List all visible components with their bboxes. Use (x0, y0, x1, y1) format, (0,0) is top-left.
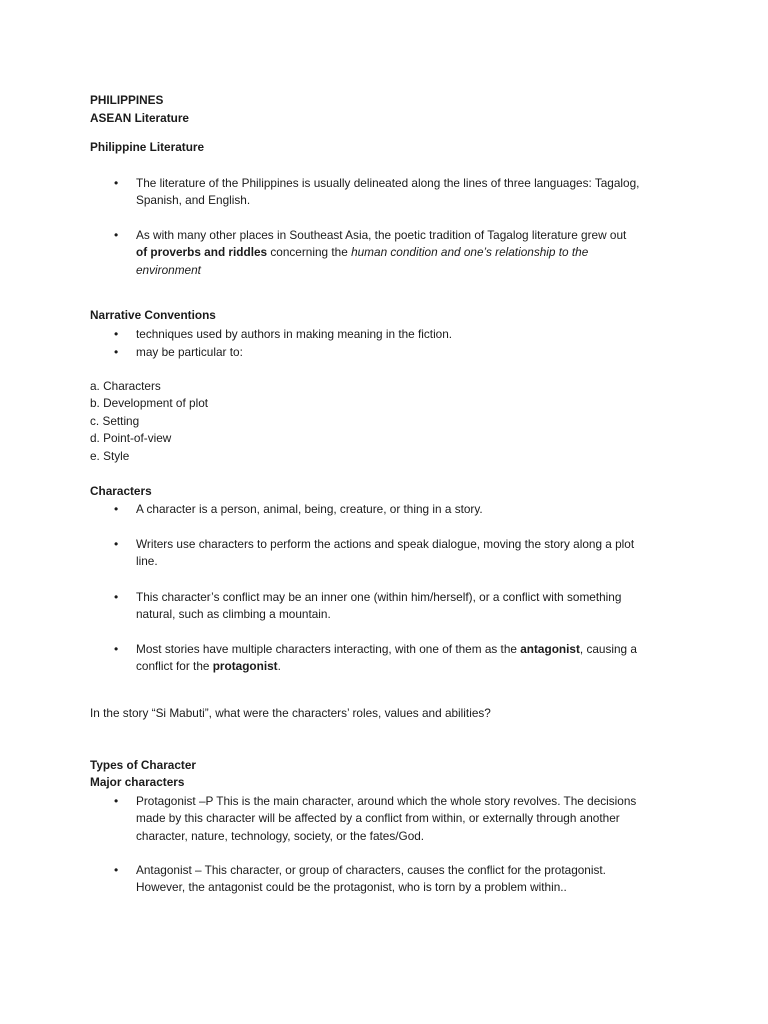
discussion-question: In the story “Si Mabuti”, what were the characters’ roles, values and abilities? (90, 706, 491, 720)
subject-heading: ASEAN Literature (90, 111, 189, 125)
bullet-icon (114, 641, 136, 658)
bullet-icon (114, 326, 136, 343)
bullet-icon (114, 175, 136, 192)
bullet-item (114, 326, 452, 343)
bullet-text: A character is a person, animal, being, creature, or thing in a story. (136, 502, 483, 516)
bullet-item (114, 175, 639, 210)
bullet-item (114, 227, 626, 279)
section-heading-philippine-literature: Philippine Literature (90, 140, 205, 154)
bullet-icon (114, 589, 136, 606)
bullet-icon (114, 227, 136, 244)
bullet-item (114, 501, 483, 518)
bullet-item (114, 344, 243, 361)
bullet-text-part: concerning the (267, 245, 352, 260)
element-list-item: d. Point-of-view (90, 431, 172, 446)
country-heading: PHILIPPINES (90, 93, 164, 107)
bullet-icon (114, 501, 136, 518)
section-heading-characters: Characters (90, 484, 152, 498)
element-list-item: e. Style (90, 448, 130, 463)
bullet-icon (114, 793, 136, 810)
bullet-icon (114, 536, 136, 553)
bullet-item (114, 536, 634, 571)
bullet-item (114, 589, 621, 624)
bullet-icon (114, 862, 136, 879)
bullet-text: The literature of the Philippines is usually delineated along the lines of three languages: Tagalog, Spanish, and English. (136, 176, 640, 208)
bullet-text: Antagonist – This character, or group of characters, causes the conflict for the protagonist. However, the antagonist could be the protagonist, who is torn by a problem within.. (136, 863, 606, 895)
element-list-item: a. Characters (90, 379, 161, 393)
element-list-item: b. Development of plot (90, 396, 209, 411)
section-heading-narrative-conventions: Narrative Conventions (90, 308, 216, 322)
bullet-text (136, 641, 637, 676)
bullet-item (114, 793, 636, 845)
bullet-text: This character’s conflict may be an inner one (within him/herself), or a conflict with something natural, such as climbing a mountain. (136, 590, 622, 622)
bullet-item (114, 862, 606, 897)
bullet-text: Writers use characters to perform the actions and speak dialogue, moving the story along a plot line. (136, 537, 635, 569)
section-heading-types-of-character: Types of Character (90, 758, 196, 772)
bullet-text (136, 227, 626, 279)
bullet-icon (114, 344, 136, 361)
bullet-text-italic-part: human condition and one’s relationship to the environment (136, 245, 589, 277)
narrative-elements-list (90, 378, 208, 465)
bullet-text-part: , causing a conflict for the (136, 642, 637, 674)
bullet-text-bold-part: protagonist (212, 659, 278, 674)
bullet-item (114, 641, 637, 676)
bullet-text-part: Most stories have multiple characters interacting, with one of them as the (136, 642, 521, 656)
bullet-text: Protagonist –P This is the main character, around which the whole story revolves. The decisions made by this character will be affected by a conflict from within, or externally through another character, nature, technology, society, or the fates/God. (136, 794, 637, 843)
bullet-text-part: As with many other places in Southeast Asia, the poetic tradition of Tagalog literature grew out (136, 228, 627, 242)
subheading-major-characters: Major characters (90, 775, 185, 789)
bullet-text: techniques used by authors in making meaning in the fiction. (136, 327, 453, 341)
bullet-text-part: . (277, 659, 281, 674)
bullet-text-bold-part: antagonist (520, 642, 580, 656)
bullet-text: may be particular to: (136, 345, 243, 359)
bullet-text-bold-part: of proverbs and riddles (136, 245, 268, 260)
element-list-item: c. Setting (90, 413, 140, 428)
